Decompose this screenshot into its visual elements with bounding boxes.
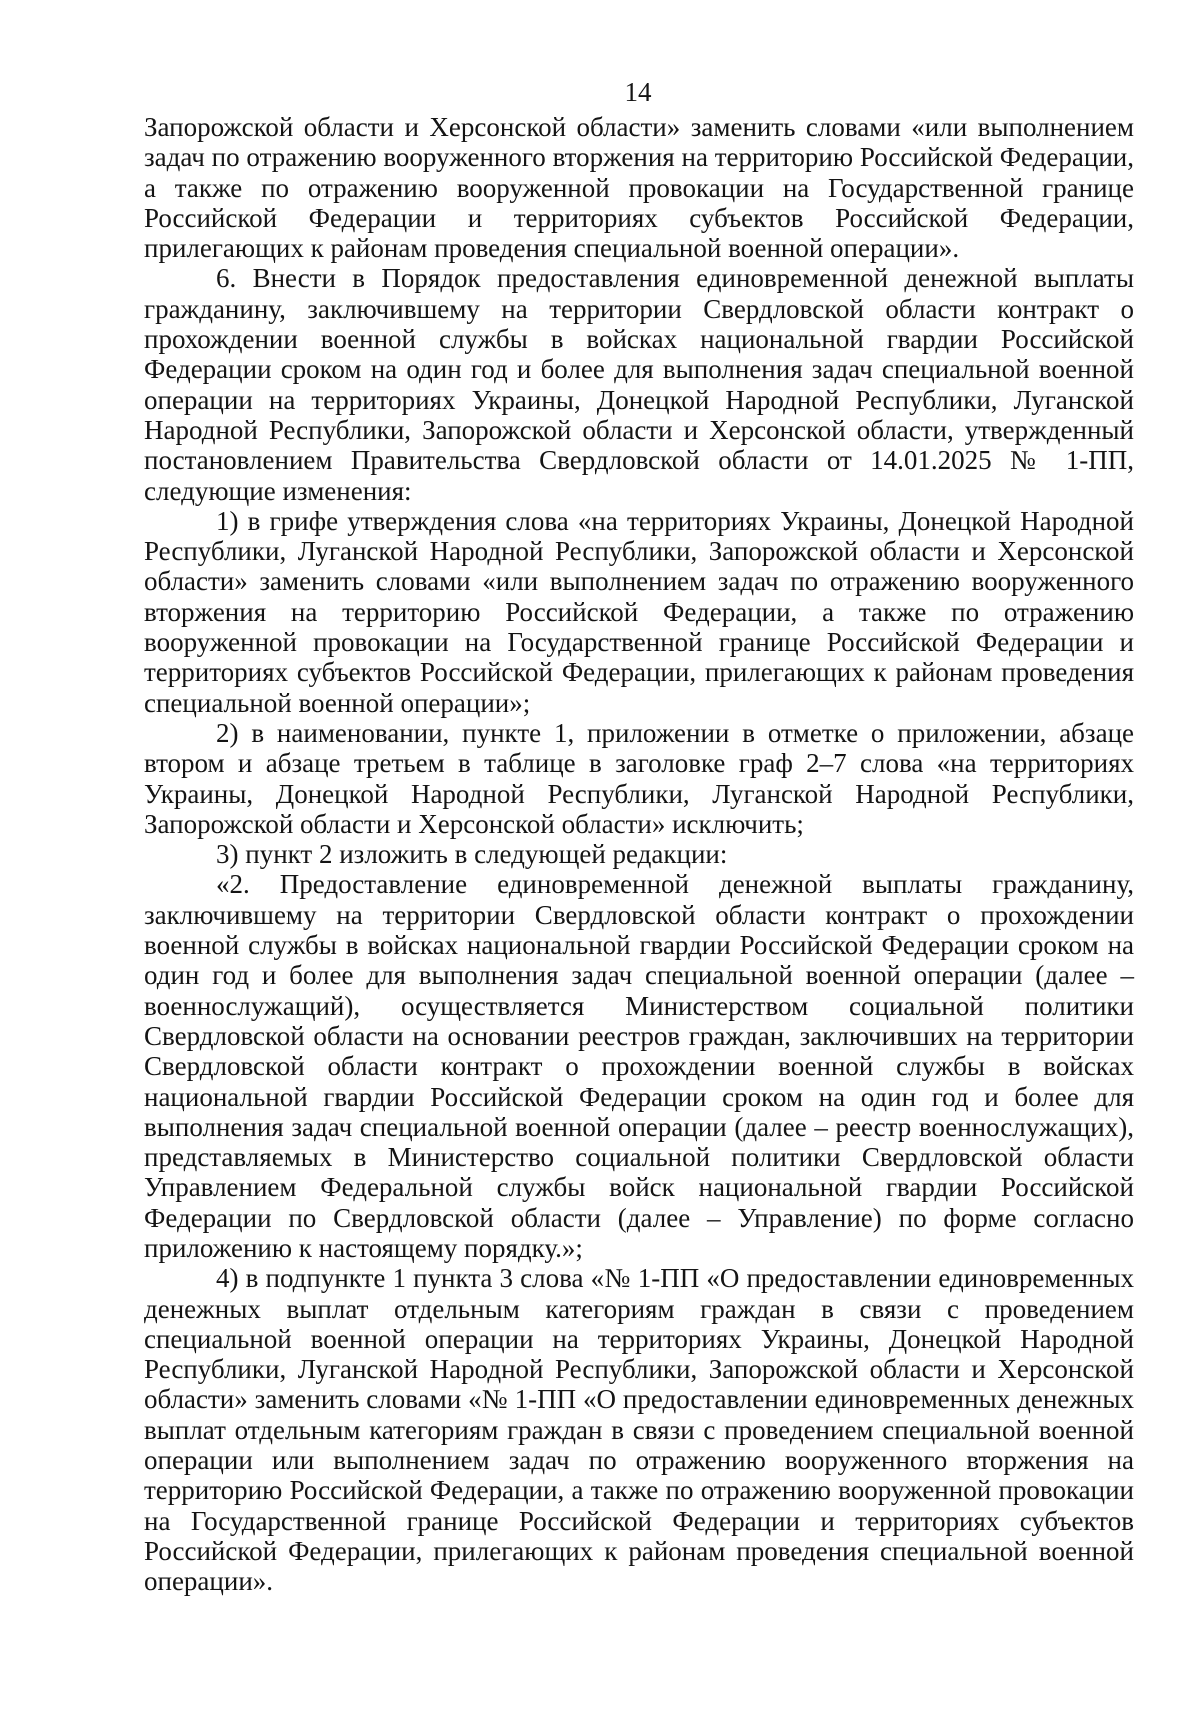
paragraph-subitem-2: 2) в наименовании, пункте 1, приложении в отметке о приложении, абзаце втором и абзаце третьем в таблице в заголовке граф 2–7 слова «на территориях Украины, Донецкой Народной Республики, Луганской Народной Республики, Запорожской области и Херсонской области» исключить; bbox=[144, 717, 1134, 839]
paragraph-subitem-3: 3) пункт 2 изложить в следующей редакции: bbox=[216, 839, 728, 870]
paragraph-quoted-item-2: «2. Предоставление единовременной денежной выплаты гражданину, заключившему на территории Свердловской области контракт о прохождении военной службы в войсках национальной гвардии Российской Федерации сроком на один год и более для выполнения задач специальной военной операции (далее – военнослужащий), осуществляется Министерством социальной политики Свердловской области на основании реестров граждан, заключивших на территории Свердловской области контракт о прохождении военной службы в войсках национальной гвардии Российской Федерации сроком на один год и более для выполнения задач специальной военной операции (далее – реестр военнослужащих), представляемых в Министерство социальной политики Свердловской области Управлением Федеральной службы войск национальной гвардии Российской Федерации по Свердловской области (далее – Управление) по форме согласно приложению к настоящему порядку.»; bbox=[144, 869, 1134, 1263]
paragraph-subitem-1: 1) в грифе утверждения слова «на территориях Украины, Донецкой Народной Республики, Луганской Народной Республики, Запорожской области и Херсонской области» заменить словами «или выполнением задач по отражению вооруженного вторжения на территорию Российской Федерации, а также по отражению вооруженной провокации на Государственной границе Российской Федерации и территориях субъектов Российской Федерации, прилегающих к районам проведения специальной военной операции»; bbox=[144, 505, 1134, 718]
document-body bbox=[144, 112, 1134, 1597]
paragraph-continuation: Запорожской области и Херсонской области» заменить словами «или выполнением задач по отражению вооруженного вторжения на территорию Российской Федерации, а также по отражению вооруженной провокации на Государственной границе Российской Федерации и территориях субъектов Российской Федерации, прилегающих к районам проведения специальной военной операции». bbox=[144, 112, 1134, 264]
paragraph-subitem-4: 4) в подпункте 1 пункта 3 слова «№ 1-ПП «О предоставлении единовременных денежных выплат отдельным категориям граждан в связи с проведением специальной военной операции на территориях Украины, Донецкой Народной Республики, Луганской Народной Республики, Запорожской области и Херсонской области» заменить словами «№ 1-ПП «О предоставлении единовременных денежных выплат отдельным категориям граждан в связи с проведением специальной военной операции или выполнением задач по отражению вооруженного вторжения на территорию Российской Федерации, а также по отражению вооруженной провокации на Государственной границе Российской Федерации и территориях субъектов Российской Федерации, прилегающих к районам проведения специальной военной операции». bbox=[144, 1263, 1134, 1597]
paragraph-item-6: 6. Внести в Порядок предоставления единовременной денежной выплаты гражданину, заключившему на территории Свердловской области контракт о прохождении военной службы в войсках национальной гвардии Российской Федерации сроком на один год и более для выполнения задач специальной военной операции на территориях Украины, Донецкой Народной Республики, Луганской Народной Республики, Запорожской области и Херсонской области, утвержденный постановлением Правительства Свердловской области от 14.01.2025 № 1-ПП, следующие изменения: bbox=[144, 263, 1134, 506]
page-number: 14 bbox=[624, 77, 652, 107]
